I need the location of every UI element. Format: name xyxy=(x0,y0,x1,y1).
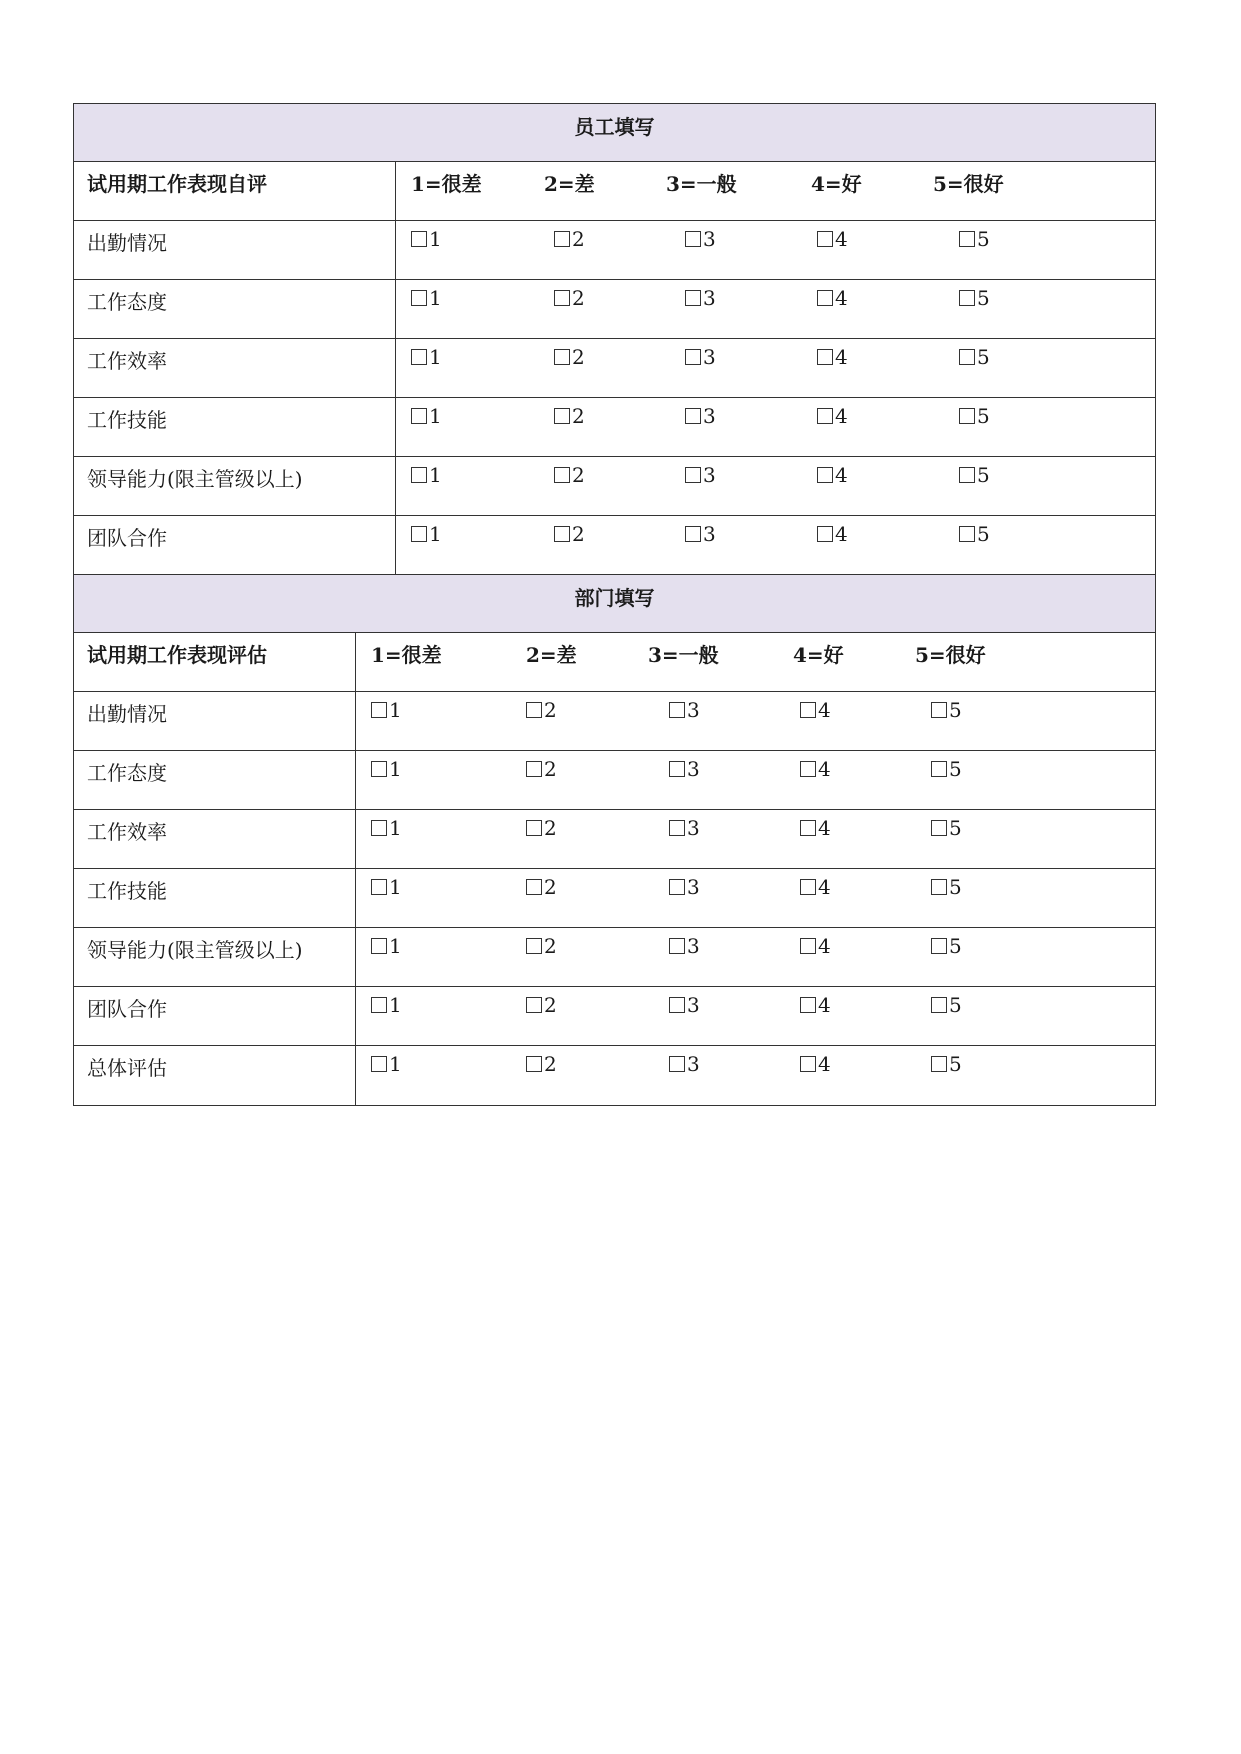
checkbox-icon xyxy=(669,820,685,836)
employee-row-efficiency xyxy=(74,339,1155,398)
checkbox-icon xyxy=(669,997,685,1013)
rating-checkbox-5[interactable]: 5 xyxy=(931,698,962,722)
rating-checkbox-3[interactable]: 3 xyxy=(685,463,716,487)
checkbox-icon xyxy=(959,467,975,483)
checkbox-icon xyxy=(371,938,387,954)
rating-checkbox-2[interactable]: 2 xyxy=(554,286,585,310)
rating-checkbox-2[interactable]: 2 xyxy=(526,1052,557,1076)
scale-label: 4=好 xyxy=(793,643,844,667)
rating-checkbox-3[interactable]: 3 xyxy=(669,757,700,781)
rating-checkbox-4[interactable]: 4 xyxy=(800,934,831,958)
rating-checkbox-1[interactable]: 1 xyxy=(371,757,402,781)
checkbox-icon xyxy=(931,879,947,895)
rating-checkbox-1[interactable]: 1 xyxy=(411,345,442,369)
rating-checkbox-2[interactable]: 2 xyxy=(554,463,585,487)
rating-checkbox-1[interactable]: 1 xyxy=(411,286,442,310)
checkbox-icon xyxy=(526,702,542,718)
rating-checkbox-3[interactable]: 3 xyxy=(669,1052,700,1076)
scale-label: 1=很差 xyxy=(371,643,442,667)
checkbox-icon xyxy=(685,349,701,365)
checkbox-icon xyxy=(554,408,570,424)
department-header-label: 试用期工作表现评估 xyxy=(74,633,356,691)
row-label: 领导能力(限主管级以上) xyxy=(74,928,356,986)
checkbox-icon xyxy=(669,938,685,954)
department-section-title-text: 部门填写 xyxy=(574,586,655,610)
checkbox-icon xyxy=(411,231,427,247)
rating-checkbox-2[interactable]: 2 xyxy=(526,934,557,958)
checkbox-icon xyxy=(800,820,816,836)
employee-section-title-text: 员工填写 xyxy=(574,115,655,139)
row-label: 工作态度 xyxy=(74,751,356,809)
rating-checkbox-3[interactable]: 3 xyxy=(685,404,716,428)
scale-label: 3=一般 xyxy=(648,643,719,667)
rating-checkbox-1[interactable]: 1 xyxy=(411,522,442,546)
rating-checkbox-4[interactable]: 4 xyxy=(800,875,831,899)
rating-checkbox-4[interactable]: 4 xyxy=(817,286,848,310)
rating-checkbox-4[interactable]: 4 xyxy=(800,993,831,1017)
rating-checkbox-4[interactable]: 4 xyxy=(800,698,831,722)
checkbox-icon xyxy=(817,290,833,306)
rating-checkbox-1[interactable]: 1 xyxy=(411,404,442,428)
rating-checkbox-4[interactable]: 4 xyxy=(800,816,831,840)
rating-checkbox-5[interactable]: 5 xyxy=(931,934,962,958)
checkbox-icon xyxy=(817,349,833,365)
rating-checkbox-3[interactable]: 3 xyxy=(669,816,700,840)
employee-row-teamwork xyxy=(74,516,1155,575)
rating-checkbox-1[interactable]: 1 xyxy=(371,875,402,899)
department-row-teamwork xyxy=(74,987,1155,1046)
checkbox-icon xyxy=(800,997,816,1013)
employee-header-row xyxy=(74,162,1155,221)
rating-checkbox-5[interactable]: 5 xyxy=(959,345,990,369)
checkbox-icon xyxy=(959,526,975,542)
department-header-row xyxy=(74,633,1155,692)
rating-checkbox-4[interactable]: 4 xyxy=(800,757,831,781)
rating-checkbox-3[interactable]: 3 xyxy=(669,698,700,722)
rating-checkbox-1[interactable]: 1 xyxy=(411,463,442,487)
checkbox-icon xyxy=(554,290,570,306)
row-label: 团队合作 xyxy=(74,987,356,1045)
checkbox-icon xyxy=(959,231,975,247)
rating-checkbox-1[interactable]: 1 xyxy=(411,227,442,251)
scale-label: 4=好 xyxy=(811,172,862,196)
scale-label: 5=很好 xyxy=(933,172,1004,196)
checkbox-icon xyxy=(371,997,387,1013)
rating-checkbox-5[interactable]: 5 xyxy=(959,463,990,487)
checkbox-icon xyxy=(931,761,947,777)
checkbox-icon xyxy=(411,408,427,424)
rating-checkbox-2[interactable]: 2 xyxy=(526,875,557,899)
rating-checkbox-5[interactable]: 5 xyxy=(931,993,962,1017)
rating-checkbox-4[interactable]: 4 xyxy=(817,227,848,251)
checkbox-icon xyxy=(685,467,701,483)
department-row-skills xyxy=(74,869,1155,928)
evaluation-form xyxy=(73,103,1156,1106)
checkbox-icon xyxy=(554,231,570,247)
rating-checkbox-2[interactable]: 2 xyxy=(526,757,557,781)
row-label: 出勤情况 xyxy=(74,221,396,279)
checkbox-icon xyxy=(669,879,685,895)
rating-checkbox-3[interactable]: 3 xyxy=(685,345,716,369)
row-label: 工作态度 xyxy=(74,280,396,338)
checkbox-icon xyxy=(371,702,387,718)
checkbox-icon xyxy=(931,938,947,954)
department-row-attitude xyxy=(74,751,1155,810)
checkbox-icon xyxy=(411,349,427,365)
department-row-attendance xyxy=(74,692,1155,751)
scale-label: 3=一般 xyxy=(666,172,737,196)
employee-row-leadership xyxy=(74,457,1155,516)
rating-checkbox-3[interactable]: 3 xyxy=(669,993,700,1017)
checkbox-icon xyxy=(959,408,975,424)
rating-checkbox-4[interactable]: 4 xyxy=(817,345,848,369)
checkbox-icon xyxy=(526,761,542,777)
row-label: 总体评估 xyxy=(74,1046,356,1105)
rating-checkbox-5[interactable]: 5 xyxy=(931,875,962,899)
rating-checkbox-5[interactable]: 5 xyxy=(959,286,990,310)
checkbox-icon xyxy=(817,467,833,483)
rating-checkbox-5[interactable]: 5 xyxy=(931,757,962,781)
checkbox-icon xyxy=(526,997,542,1013)
checkbox-icon xyxy=(554,349,570,365)
rating-checkbox-1[interactable]: 1 xyxy=(371,1052,402,1076)
checkbox-icon xyxy=(685,408,701,424)
checkbox-icon xyxy=(411,526,427,542)
checkbox-icon xyxy=(371,761,387,777)
checkbox-icon xyxy=(669,761,685,777)
checkbox-icon xyxy=(669,702,685,718)
checkbox-icon xyxy=(931,820,947,836)
checkbox-icon xyxy=(959,290,975,306)
checkbox-icon xyxy=(800,938,816,954)
checkbox-icon xyxy=(411,467,427,483)
checkbox-icon xyxy=(554,467,570,483)
checkbox-icon xyxy=(669,1056,685,1072)
rating-checkbox-4[interactable]: 4 xyxy=(817,522,848,546)
employee-row-skills xyxy=(74,398,1155,457)
checkbox-icon xyxy=(931,702,947,718)
checkbox-icon xyxy=(526,938,542,954)
checkbox-icon xyxy=(526,879,542,895)
rating-checkbox-5[interactable]: 5 xyxy=(931,816,962,840)
row-label: 工作效率 xyxy=(74,339,396,397)
rating-checkbox-5[interactable]: 5 xyxy=(959,227,990,251)
rating-checkbox-2[interactable]: 2 xyxy=(554,404,585,428)
department-row-overall xyxy=(74,1046,1155,1105)
rating-checkbox-4[interactable]: 4 xyxy=(800,1052,831,1076)
rating-checkbox-3[interactable]: 3 xyxy=(685,522,716,546)
checkbox-icon xyxy=(371,1056,387,1072)
rating-checkbox-3[interactable]: 3 xyxy=(669,934,700,958)
row-label: 工作技能 xyxy=(74,869,356,927)
checkbox-icon xyxy=(685,231,701,247)
row-label: 工作技能 xyxy=(74,398,396,456)
scale-label: 5=很好 xyxy=(915,643,986,667)
rating-checkbox-2[interactable]: 2 xyxy=(554,522,585,546)
rating-checkbox-4[interactable]: 4 xyxy=(817,404,848,428)
checkbox-icon xyxy=(817,231,833,247)
rating-checkbox-2[interactable]: 2 xyxy=(554,227,585,251)
rating-checkbox-5[interactable]: 5 xyxy=(959,522,990,546)
rating-checkbox-1[interactable]: 1 xyxy=(371,993,402,1017)
scale-label: 2=差 xyxy=(526,643,577,667)
rating-checkbox-1[interactable]: 1 xyxy=(371,698,402,722)
row-label: 出勤情况 xyxy=(74,692,356,750)
scale-label: 2=差 xyxy=(544,172,595,196)
employee-section-title xyxy=(74,104,1155,162)
checkbox-icon xyxy=(817,526,833,542)
department-row-efficiency xyxy=(74,810,1155,869)
rating-checkbox-1[interactable]: 1 xyxy=(371,934,402,958)
rating-checkbox-2[interactable]: 2 xyxy=(526,993,557,1017)
checkbox-icon xyxy=(800,761,816,777)
employee-row-attitude xyxy=(74,280,1155,339)
checkbox-icon xyxy=(959,349,975,365)
employee-row-attendance xyxy=(74,221,1155,280)
rating-checkbox-2[interactable]: 2 xyxy=(526,816,557,840)
rating-checkbox-1[interactable]: 1 xyxy=(371,816,402,840)
checkbox-icon xyxy=(371,879,387,895)
checkbox-icon xyxy=(554,526,570,542)
checkbox-icon xyxy=(526,820,542,836)
checkbox-icon xyxy=(817,408,833,424)
checkbox-icon xyxy=(371,820,387,836)
checkbox-icon xyxy=(685,290,701,306)
rating-checkbox-5[interactable]: 5 xyxy=(931,1052,962,1076)
rating-checkbox-2[interactable]: 2 xyxy=(554,345,585,369)
row-label: 团队合作 xyxy=(74,516,396,574)
checkbox-icon xyxy=(800,879,816,895)
employee-header-label: 试用期工作表现自评 xyxy=(74,162,396,220)
department-section-title xyxy=(74,575,1155,633)
row-label: 工作效率 xyxy=(74,810,356,868)
checkbox-icon xyxy=(931,1056,947,1072)
checkbox-icon xyxy=(800,702,816,718)
rating-checkbox-3[interactable]: 3 xyxy=(685,286,716,310)
checkbox-icon xyxy=(411,290,427,306)
checkbox-icon xyxy=(931,997,947,1013)
rating-checkbox-3[interactable]: 3 xyxy=(685,227,716,251)
row-label: 领导能力(限主管级以上) xyxy=(74,457,396,515)
rating-checkbox-5[interactable]: 5 xyxy=(959,404,990,428)
checkbox-icon xyxy=(800,1056,816,1072)
scale-label: 1=很差 xyxy=(411,172,482,196)
checkbox-icon xyxy=(526,1056,542,1072)
rating-checkbox-4[interactable]: 4 xyxy=(817,463,848,487)
checkbox-icon xyxy=(685,526,701,542)
rating-checkbox-3[interactable]: 3 xyxy=(669,875,700,899)
department-row-leadership xyxy=(74,928,1155,987)
rating-checkbox-2[interactable]: 2 xyxy=(526,698,557,722)
